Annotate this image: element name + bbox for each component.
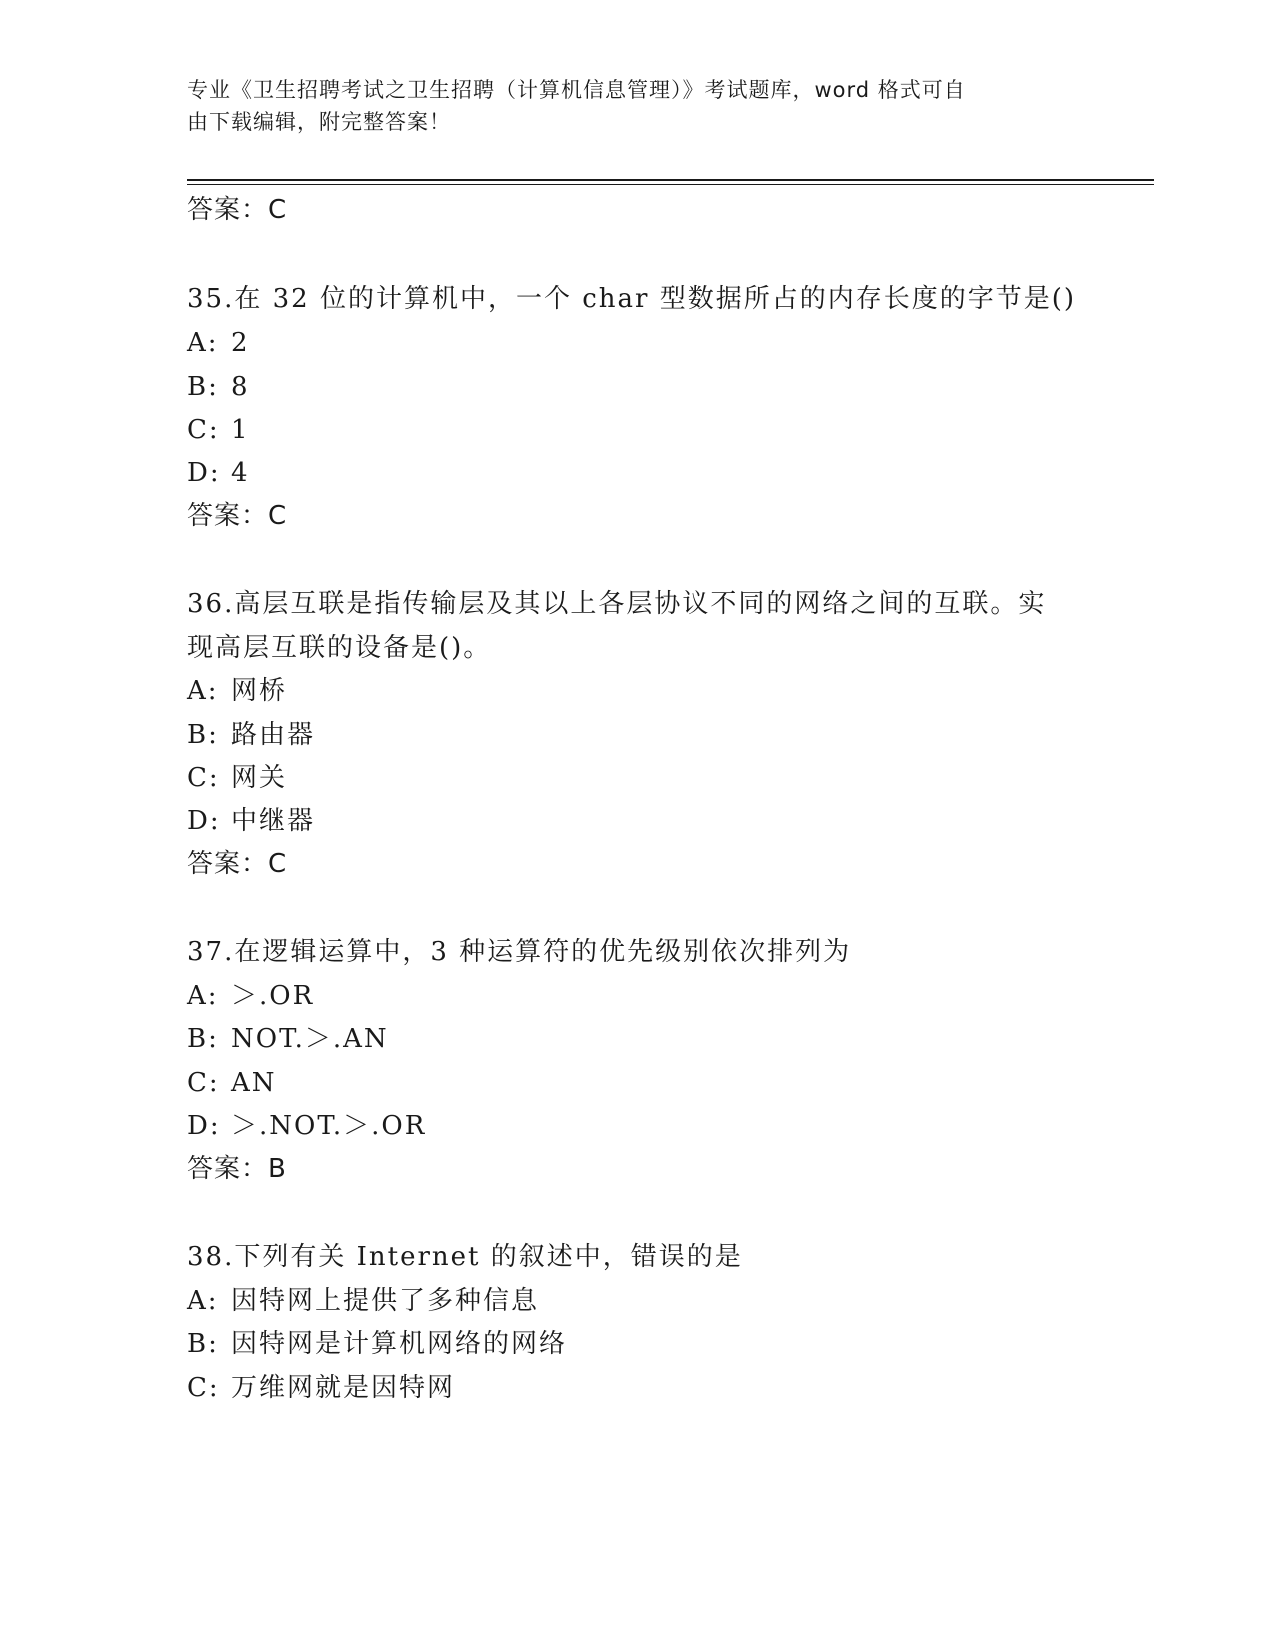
option-text: 2 <box>231 328 250 358</box>
answer-line <box>187 847 287 881</box>
option-text: 网桥 <box>231 676 288 706</box>
answer-line <box>187 193 287 227</box>
option-key: D: <box>187 458 221 488</box>
option-b <box>187 1022 389 1056</box>
answer-value: C <box>268 849 288 879</box>
option-text: 4 <box>231 458 250 488</box>
option-c <box>187 1066 277 1100</box>
option-key: A: <box>187 1286 219 1316</box>
option-key: B: <box>187 1329 219 1359</box>
header-rule-thin <box>187 184 1154 185</box>
option-c <box>187 761 287 795</box>
question-stem-continued: 现高层互联的设备是()。 <box>187 633 492 663</box>
question-stem: 37.在逻辑运算中，3 种运算符的优先级别依次排列为 <box>187 937 852 967</box>
option-key: C: <box>187 1068 220 1098</box>
answer-line <box>187 499 287 533</box>
option-key: C: <box>187 1373 220 1403</box>
question-stem: 35.在 32 位的计算机中，一个 char 型数据所占的内存长度的字节是() <box>187 284 1077 314</box>
option-d <box>187 804 315 838</box>
option-key: A: <box>187 676 219 706</box>
option-c <box>187 413 250 447</box>
option-text: 中继器 <box>231 806 316 836</box>
option-text: ＞.NOT.＞.OR <box>231 1111 427 1141</box>
option-text: NOT.＞.AN <box>231 1024 389 1054</box>
option-text: ＞.OR <box>231 981 315 1011</box>
answer-label: 答案： <box>187 195 269 225</box>
answer-value: C <box>268 501 288 531</box>
header-line-2: 由下载编辑，附完整答案！ <box>187 110 451 134</box>
option-text: 1 <box>231 415 250 445</box>
option-text: 网关 <box>231 763 288 793</box>
option-a <box>187 674 287 708</box>
option-c <box>187 1371 455 1405</box>
option-text: 路由器 <box>231 720 316 750</box>
option-key: C: <box>187 415 220 445</box>
option-d <box>187 1109 426 1143</box>
answer-label: 答案： <box>187 501 269 531</box>
option-text: 因特网上提供了多种信息 <box>231 1286 540 1316</box>
option-key: D: <box>187 806 221 836</box>
answer-value: B <box>268 1154 287 1184</box>
option-key: A: <box>187 981 219 1011</box>
option-a <box>187 979 314 1013</box>
option-a <box>187 326 250 360</box>
option-key: C: <box>187 763 220 793</box>
option-key: A: <box>187 328 219 358</box>
option-b <box>187 1327 567 1361</box>
option-key: B: <box>187 1024 219 1054</box>
answer-line <box>187 1152 287 1186</box>
option-text: 8 <box>231 372 250 402</box>
option-text: AN <box>231 1068 277 1098</box>
option-b <box>187 370 250 404</box>
question-stem: 36.高层互联是指传输层及其以上各层协议不同的网络之间的互联。实 <box>187 589 1047 619</box>
option-key: B: <box>187 372 219 402</box>
header-rule-thick <box>187 179 1154 181</box>
answer-label: 答案： <box>187 849 269 879</box>
option-text: 因特网是计算机网络的网络 <box>231 1329 568 1359</box>
option-key: D: <box>187 1111 221 1141</box>
answer-label: 答案： <box>187 1154 269 1184</box>
option-d <box>187 456 250 490</box>
option-key: B: <box>187 720 219 750</box>
document-header <box>187 74 1067 138</box>
header-line-1: 专业《卫生招聘考试之卫生招聘（计算机信息管理）》考试题库，word 格式可自 <box>187 78 966 102</box>
option-text: 万维网就是因特网 <box>231 1373 456 1403</box>
option-b <box>187 718 315 752</box>
question-stem: 38.下列有关 Internet 的叙述中，错误的是 <box>187 1242 743 1272</box>
option-a <box>187 1284 539 1318</box>
answer-value: C <box>268 195 288 225</box>
